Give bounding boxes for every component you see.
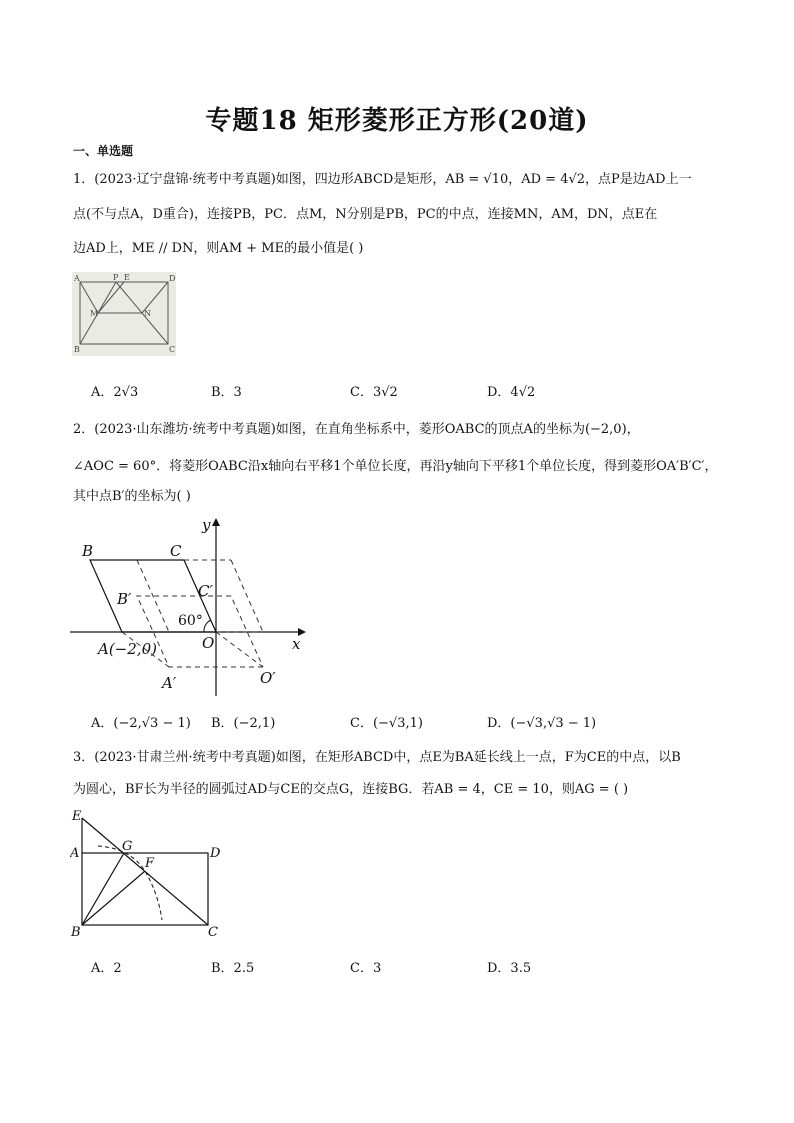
q3-line2: 为圆心，BF长为半径的圆弧过AD与CE的交点G，连接BG．若AB = 4，CE = 10，则AG = ( ): [73, 782, 629, 797]
q3-figure: [70, 808, 230, 940]
q1-fig-label-m: M: [90, 309, 99, 318]
q1-option-c[interactable]: C．3√2: [350, 385, 398, 400]
section-heading: 一、单选题: [73, 144, 134, 158]
q2-label-o: O: [202, 634, 215, 652]
q2-label-c: C: [170, 542, 182, 560]
page-title: 专题18 矩形菱形正方形(20道): [205, 106, 589, 136]
q1-fig-label-e: E: [124, 273, 130, 282]
q3-line1: 3．(2023·甘肃兰州·统考中考真题)如图，在矩形ABCD中，点E为BA延长线上一点，F为CE的中点，以B: [73, 750, 681, 765]
angle-arc: [204, 620, 211, 632]
q1-fig-label-b: B: [74, 345, 80, 354]
q2-option-a[interactable]: A．(−2,√3 − 1): [91, 716, 191, 731]
q1-option-d[interactable]: D．4√2: [487, 385, 536, 400]
q3-label-e: E: [72, 809, 82, 824]
q2-line2: ∠AOC = 60°．将菱形OABC沿x轴向右平移1个单位长度，再沿y轴向下平移1个单位长度，得到菱形OA′B′C′，: [73, 459, 718, 474]
q2-line1: 2．(2023·山东潍坊·统考中考真题)如图，在直角坐标系中，菱形OABC的顶点A的坐标为(−2,0)，: [73, 422, 640, 437]
q2-label-a: A(−2,0): [98, 640, 157, 658]
q3-option-c[interactable]: C．3: [350, 961, 382, 976]
q1-line1: 1．(2023·辽宁盘锦·统考中考真题)如图，四边形ABCD是矩形，AB = √10，AD = 4√2，点P是边AD上一: [73, 172, 692, 187]
q3-option-a[interactable]: A．2: [91, 961, 122, 976]
q1-line3: 边AD上，ME // DN，则AM + ME的最小值是( ): [73, 241, 364, 256]
q2-option-c[interactable]: C．(−√3,1): [350, 716, 423, 731]
q3-label-g: G: [122, 839, 133, 854]
q2-figure: [70, 516, 315, 701]
q1-option-b[interactable]: B．3: [211, 385, 242, 400]
q1-line2: 点(不与点A，D重合)，连接PB，PC．点M，N分别是PB，PC的中点，连接MN，AM，DN，点E在: [73, 207, 658, 222]
q3-option-b[interactable]: B．2.5: [211, 961, 255, 976]
q1-option-a[interactable]: A．2√3: [91, 385, 139, 400]
q2-label-y: y: [202, 516, 211, 534]
q1-fig-label-n: N: [144, 309, 151, 318]
q3-label-c: C: [208, 925, 218, 940]
q1-fig-label-c: C: [169, 345, 176, 354]
q1-fig-label-d: D: [169, 274, 176, 283]
q2-line3: 其中点B′的坐标为( ): [73, 489, 191, 504]
q2-label-b: B: [82, 542, 94, 560]
q3-label-a: A: [70, 846, 80, 861]
q3-option-d[interactable]: D．3.5: [487, 961, 532, 976]
q1-fig-label-a: A: [74, 274, 80, 283]
q2-label-cp: C′: [198, 582, 213, 600]
q2-label-op: O′: [260, 669, 276, 687]
q3-label-f: F: [145, 856, 155, 871]
y-axis-arrow: [212, 518, 220, 526]
q1-fig-label-p: P: [113, 273, 119, 282]
q2-label-angle: 60°: [178, 613, 203, 629]
q2-option-d[interactable]: D．(−√3,√3 − 1): [487, 716, 597, 731]
q2-label-x: x: [292, 635, 301, 653]
q3-label-d: D: [210, 846, 221, 861]
q2-label-ap: A′: [162, 674, 177, 692]
q1-figure: [72, 272, 176, 356]
q2-option-b[interactable]: B．(−2,1): [211, 716, 276, 731]
q3-label-b: B: [71, 925, 81, 940]
q2-label-bp: B′: [117, 590, 132, 608]
